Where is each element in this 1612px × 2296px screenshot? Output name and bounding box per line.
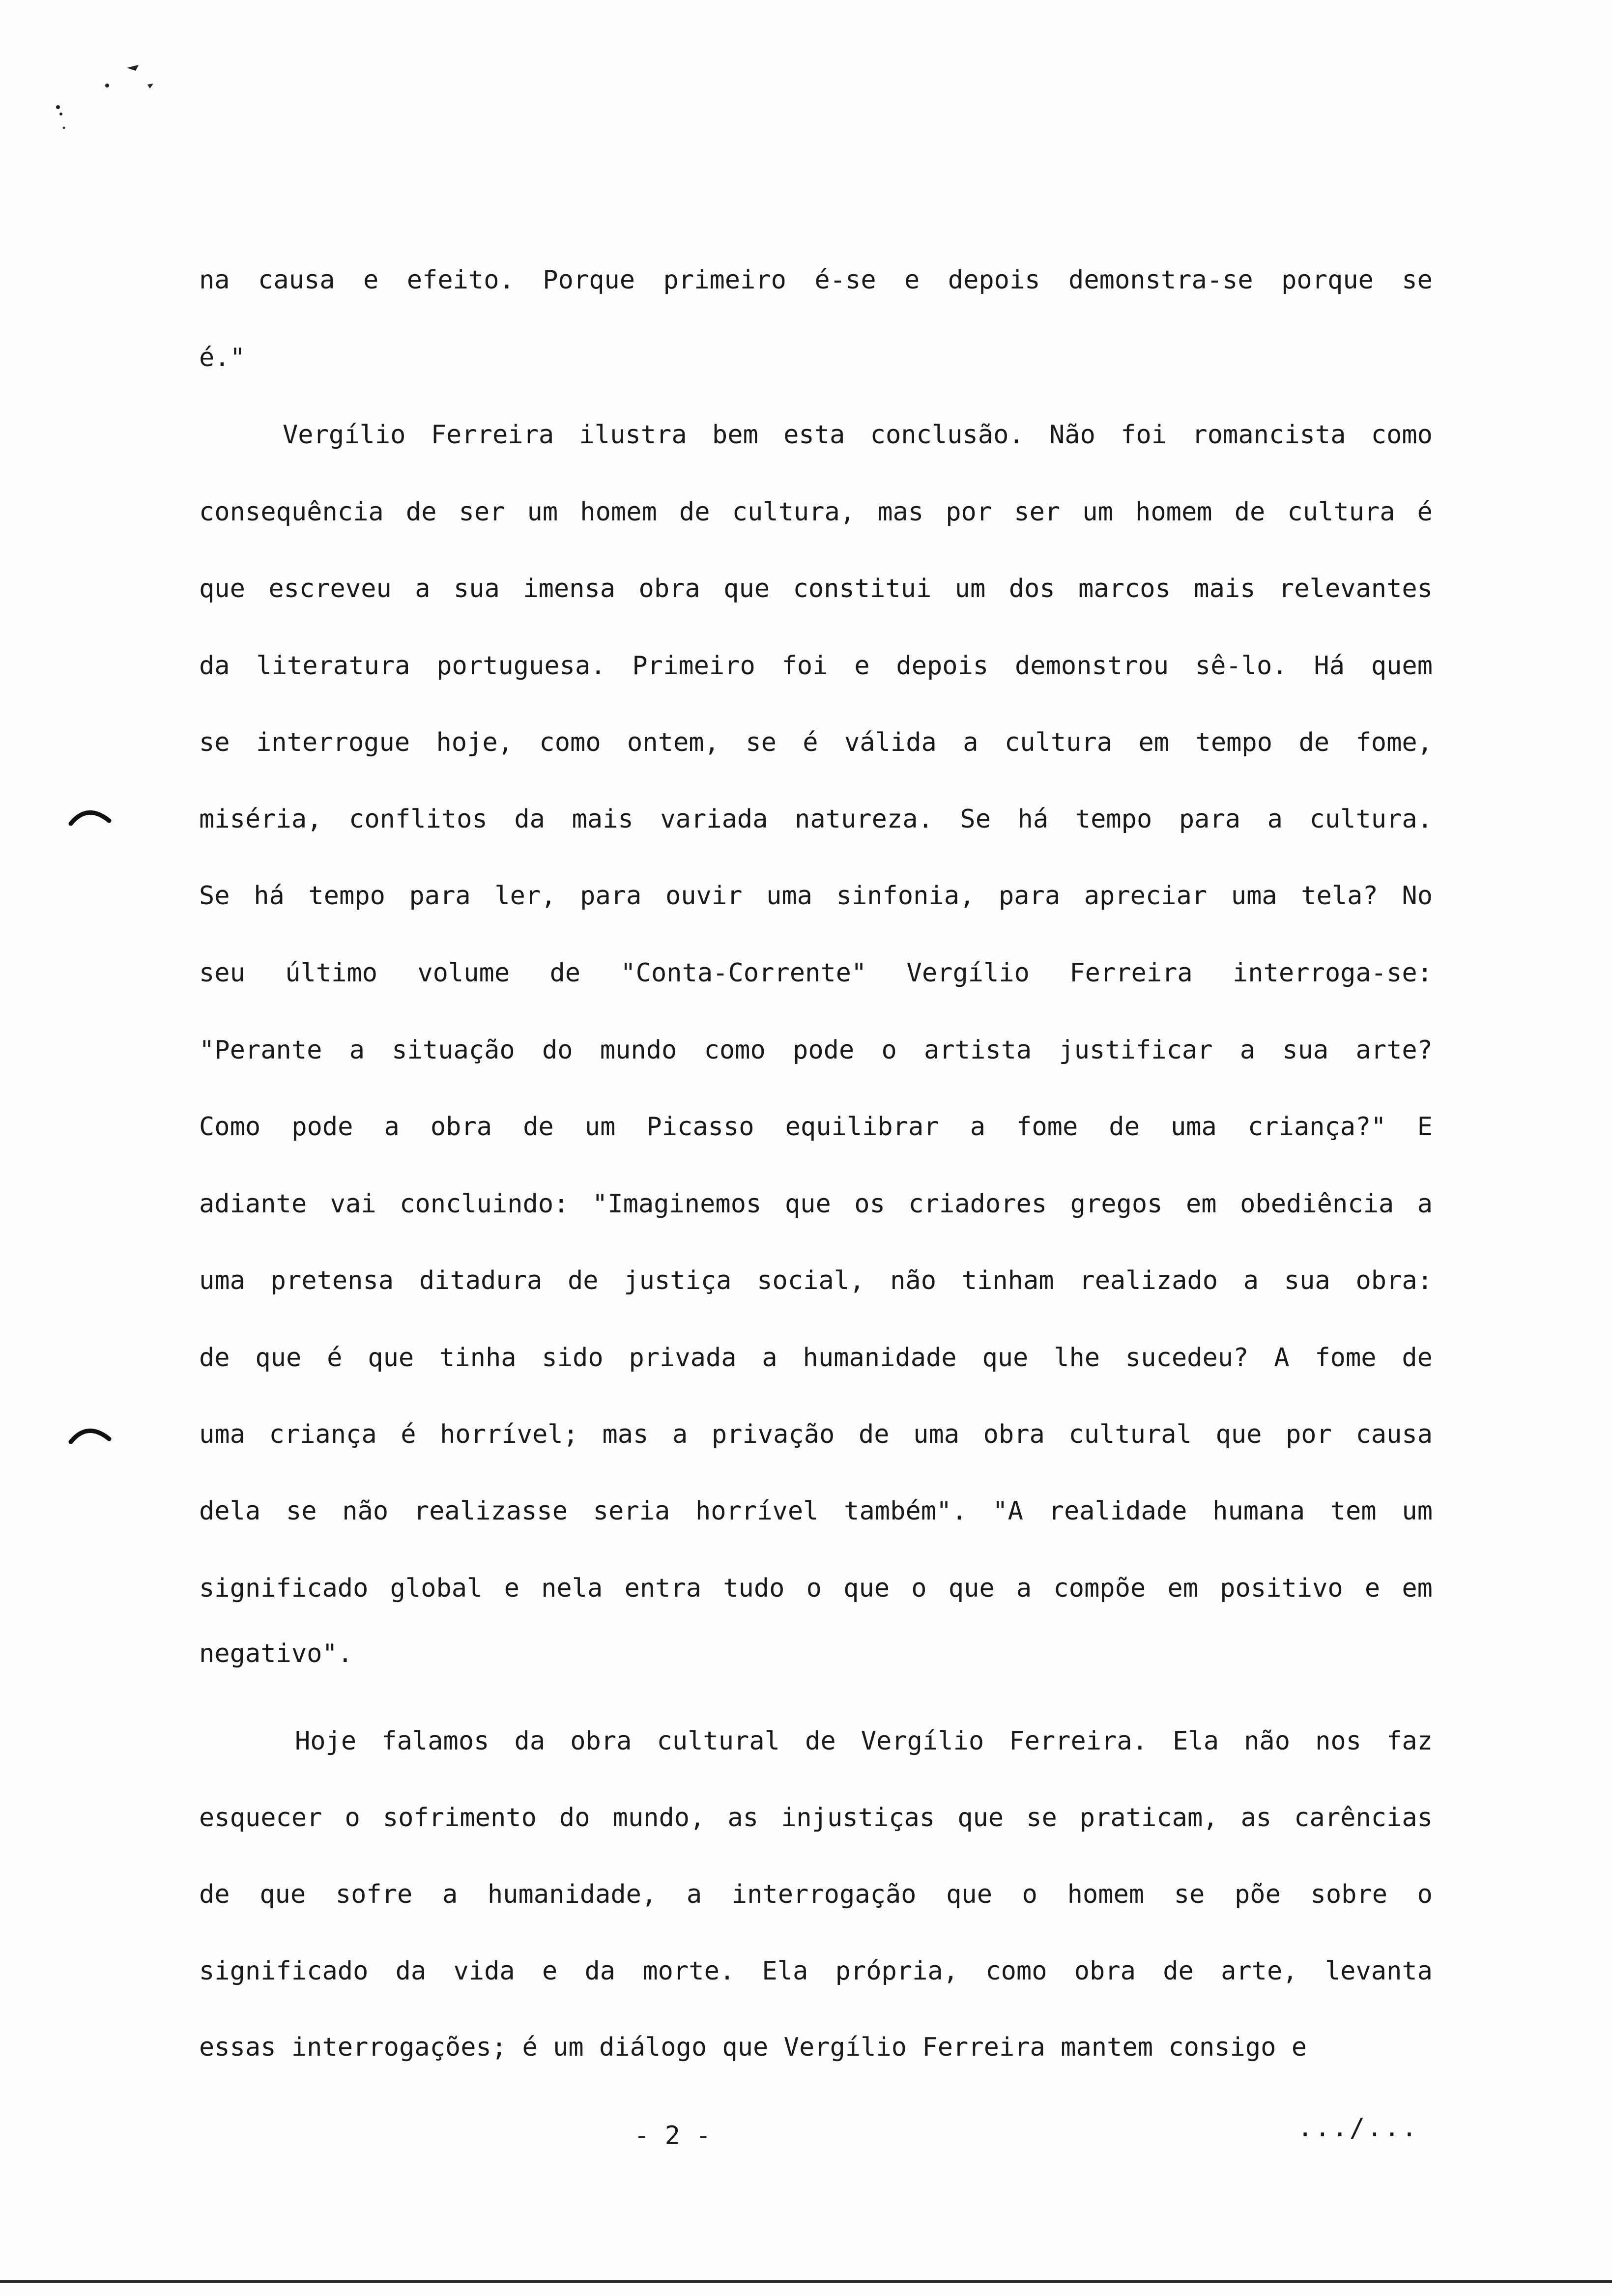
body-text-line: significado da vida e da morte. Ela própria, como obra de arte, levanta [199,1956,1433,1986]
body-text-line: seu último volume de "Conta-Corrente" Vergílio Ferreira interroga-se: [199,958,1433,988]
body-text-line: Como pode a obra de um Picasso equilibrar a fome de uma criança?" E [199,1112,1433,1142]
body-text-line: da literatura portuguesa. Primeiro foi e depois demonstrou sê-lo. Há quem [199,651,1433,681]
scan-specks [49,54,167,138]
body-text-line: dela se não realizasse seria horrível também". "A realidade humana tem um [199,1496,1433,1526]
body-text-line: uma pretensa ditadura de justiça social, não tinham realizado a sua obra: [199,1266,1433,1295]
body-text-line: essas interrogações; é um diálogo que Vergílio Ferreira mantem consigo e [199,2033,1307,2062]
body-text-line: significado global e nela entra tudo o que o que a compõe em positivo e em [199,1574,1433,1603]
continuation-marker: .../... [1297,2113,1419,2143]
scan-bottom-edge [0,2280,1612,2283]
binder-hole-mark-bottom [68,1424,112,1444]
body-text-line: de que sofre a humanidade, a interrogação que o homem se põe sobre o [199,1880,1433,1909]
body-text-line: uma criança é horrível; mas a privação de uma obra cultural que por causa [199,1420,1433,1449]
body-text-line: na causa e efeito. Porque primeiro é-se e depois demonstra-se porque se [199,265,1433,295]
body-text-line: "Perante a situação do mundo como pode o artista justificar a sua arte? [199,1035,1433,1065]
body-text-line: Vergílio Ferreira ilustra bem esta conclusão. Não foi romancista como [283,420,1433,450]
page-number: - 2 - [634,2121,711,2151]
binder-hole-mark-top [68,806,112,826]
body-text-line: Hoje falamos da obra cultural de Vergílio Ferreira. Ela não nos faz [295,1726,1433,1756]
body-text-line: esquecer o sofrimento do mundo, as injustiças que se praticam, as carências [199,1803,1433,1833]
body-text-line: que escreveu a sua imensa obra que constitui um dos marcos mais relevantes [199,574,1433,603]
body-text-line: Se há tempo para ler, para ouvir uma sinfonia, para apreciar uma tela? No [199,881,1433,911]
body-text-line: de que é que tinha sido privada a humanidade que lhe sucedeu? A fome de [199,1343,1433,1373]
body-text-line: é." [199,343,245,373]
body-text-line: consequência de ser um homem de cultura, mas por ser um homem de cultura é [199,497,1433,527]
body-text-line: negativo". [199,1639,353,1668]
body-text-line: se interrogue hoje, como ontem, se é válida a cultura em tempo de fome, [199,728,1433,757]
body-text-line: adiante vai concluindo: "Imaginemos que os criadores gregos em obediência a [199,1189,1433,1219]
body-text-line: miséria, conflitos da mais variada natureza. Se há tempo para a cultura. [199,804,1433,834]
